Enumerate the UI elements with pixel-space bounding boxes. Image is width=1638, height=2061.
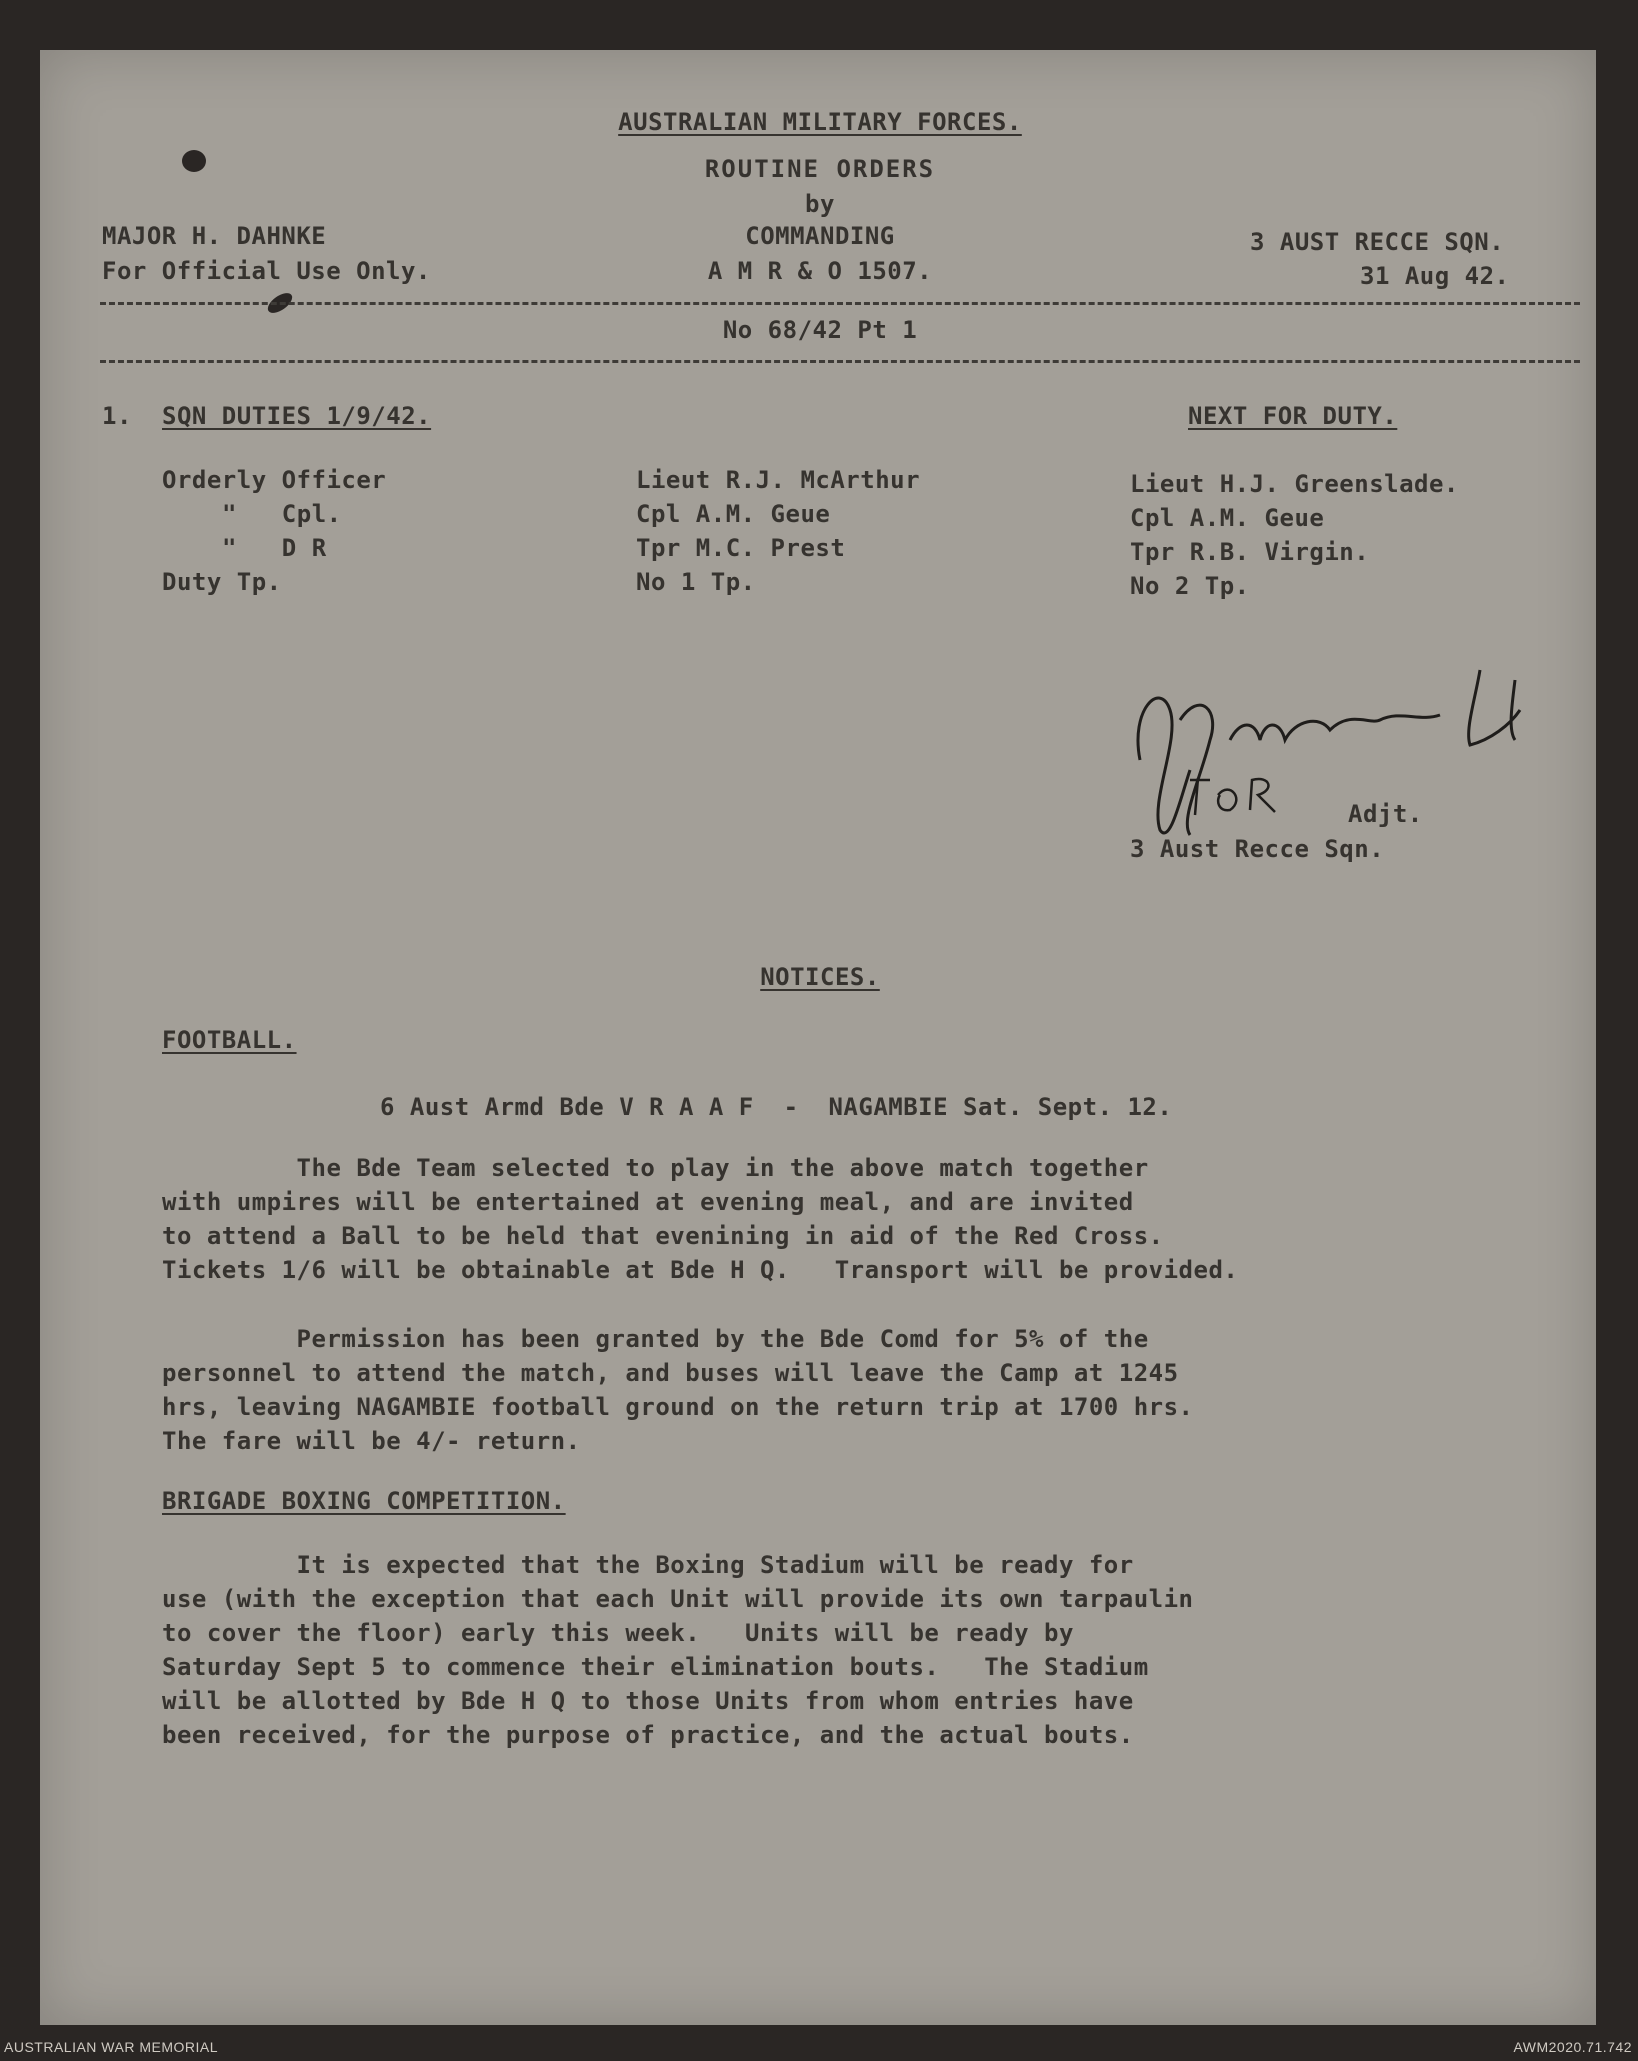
order-date: 31 Aug 42. bbox=[1360, 262, 1510, 290]
football-para2-line: Permission has been granted by the Bde Comd for 5% of the bbox=[162, 1325, 1149, 1353]
football-para2-line: personnel to attend the match, and buses will leave the Camp at 1245 bbox=[162, 1359, 1179, 1387]
football-para1-line: to attend a Ball to be held that evenining in aid of the Red Cross. bbox=[162, 1222, 1164, 1250]
duties-heading: SQN DUTIES 1/9/42. bbox=[162, 402, 432, 430]
by-line: by bbox=[805, 190, 835, 218]
boxing-para-line: to cover the floor) early this week. Units will be ready by bbox=[162, 1619, 1074, 1647]
punch-hole-mark bbox=[182, 150, 206, 172]
football-match: 6 Aust Armd Bde V R A A F - NAGAMBIE Sat. Sept. 12. bbox=[380, 1093, 1173, 1121]
duty-next: Lieut H.J. Greenslade. bbox=[1130, 470, 1459, 498]
routine-orders-line: ROUTINE ORDERS bbox=[704, 155, 936, 183]
boxing-para-line: will be allotted by Bde H Q to those Units from whom entries have bbox=[162, 1687, 1134, 1715]
duty-label: " D R bbox=[222, 534, 327, 562]
handwritten-signature bbox=[1120, 650, 1560, 850]
commander-name: MAJOR H. DAHNKE bbox=[102, 222, 327, 250]
divider bbox=[100, 302, 1580, 305]
duty-current: No 1 Tp. bbox=[636, 568, 756, 596]
duty-next: No 2 Tp. bbox=[1130, 572, 1250, 600]
document-title: AUSTRALIAN MILITARY FORCES. bbox=[618, 108, 1022, 136]
section-number: 1. bbox=[102, 402, 132, 430]
order-number: No 68/42 Pt 1 bbox=[722, 316, 918, 344]
notices-title: NOTICES. bbox=[760, 963, 880, 991]
boxing-para-line: use (with the exception that each Unit will provide its own tarpaulin bbox=[162, 1585, 1194, 1613]
duty-current: Lieut R.J. McArthur bbox=[636, 466, 921, 494]
football-heading: FOOTBALL. bbox=[162, 1026, 297, 1054]
duty-next: Cpl A.M. Geue bbox=[1130, 504, 1325, 532]
unit-name: 3 AUST RECCE SQN. bbox=[1250, 228, 1505, 256]
duty-label: Orderly Officer bbox=[162, 466, 387, 494]
next-for-duty-heading: NEXT FOR DUTY. bbox=[1188, 402, 1398, 430]
football-para1-line: The Bde Team selected to play in the above match together bbox=[162, 1154, 1149, 1182]
classification: For Official Use Only. bbox=[102, 257, 431, 285]
boxing-para-line: It is expected that the Boxing Stadium will be ready for bbox=[162, 1551, 1134, 1579]
divider bbox=[100, 360, 1580, 363]
footer-catalogue-number: AWM2020.71.742 bbox=[1513, 2039, 1632, 2055]
duty-current: Cpl A.M. Geue bbox=[636, 500, 831, 528]
football-para2-line: hrs, leaving NAGAMBIE football ground on the return trip at 1700 hrs. bbox=[162, 1393, 1194, 1421]
commanding-line: COMMANDING bbox=[745, 222, 895, 250]
boxing-para-line: been received, for the purpose of practice, and the actual bouts. bbox=[162, 1721, 1134, 1749]
football-para2-line: The fare will be 4/- return. bbox=[162, 1427, 581, 1455]
footer-credit: AUSTRALIAN WAR MEMORIAL bbox=[4, 2039, 219, 2055]
signature-unit: 3 Aust Recce Sqn. bbox=[1130, 835, 1385, 863]
formation-line: A M R & O 1507. bbox=[707, 257, 933, 285]
boxing-heading: BRIGADE BOXING COMPETITION. bbox=[162, 1487, 566, 1515]
football-para1-line: with umpires will be entertained at evening meal, and are invited bbox=[162, 1188, 1134, 1216]
duty-label: Duty Tp. bbox=[162, 568, 282, 596]
duty-label: " Cpl. bbox=[222, 500, 342, 528]
duty-current: Tpr M.C. Prest bbox=[636, 534, 846, 562]
boxing-para-line: Saturday Sept 5 to commence their elimination bouts. The Stadium bbox=[162, 1653, 1149, 1681]
duty-next: Tpr R.B. Virgin. bbox=[1130, 538, 1370, 566]
signature-title: Adjt. bbox=[1348, 800, 1423, 828]
football-para1-line: Tickets 1/6 will be obtainable at Bde H Q. Transport will be provided. bbox=[162, 1256, 1239, 1284]
